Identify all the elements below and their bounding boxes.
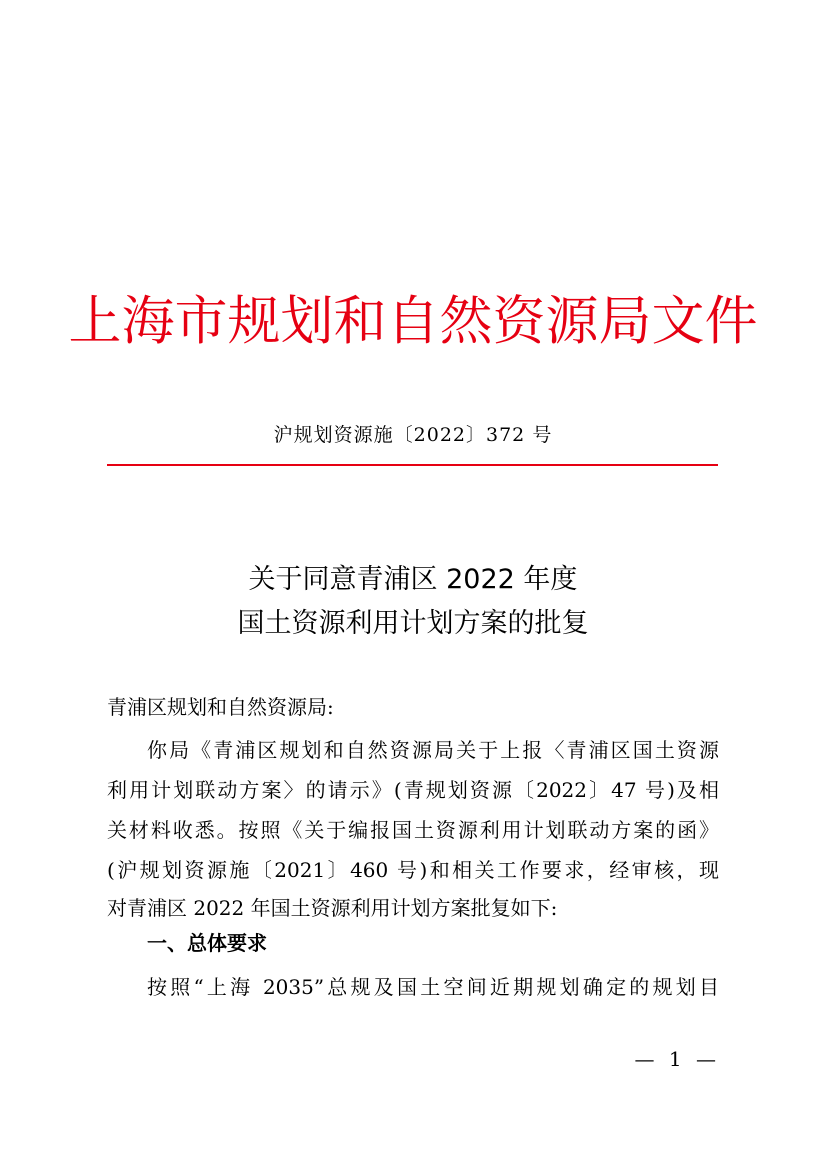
section-paragraph-line: 按照“上海 2035”总规及国土空间近期规划确定的规划目	[147, 975, 719, 999]
addressee: 青浦区规划和自然资源局:	[107, 695, 334, 719]
issuer-header-title: 上海市规划和自然资源局文件	[68, 291, 758, 352]
red-separator-line	[107, 464, 718, 466]
page-number: — 1 —	[634, 1047, 720, 1071]
document-title-line-1: 关于同意青浦区 2022 年度	[248, 564, 578, 595]
document-title-line-2: 国土资源利用计划方案的批复	[237, 608, 589, 639]
body-paragraph-line: 对青浦区 2022 年国土资源利用计划方案批复如下:	[107, 896, 558, 920]
body-paragraph-line: (沪规划资源施〔2021〕460 号)和相关工作要求，经审核，现	[107, 858, 719, 882]
section-heading: 一、总体要求	[147, 931, 267, 955]
body-paragraph-line: 关材料收悉。按照《关于编报国土资源利用计划联动方案的函》	[107, 818, 719, 842]
body-paragraph-line: 你局《青浦区规划和自然资源局关于上报〈青浦区国土资源	[147, 738, 719, 762]
document-number: 沪规划资源施〔2022〕372 号	[273, 424, 553, 446]
body-paragraph-line: 利用计划联动方案〉的请示》(青规划资源〔2022〕47 号)及相	[107, 778, 719, 802]
